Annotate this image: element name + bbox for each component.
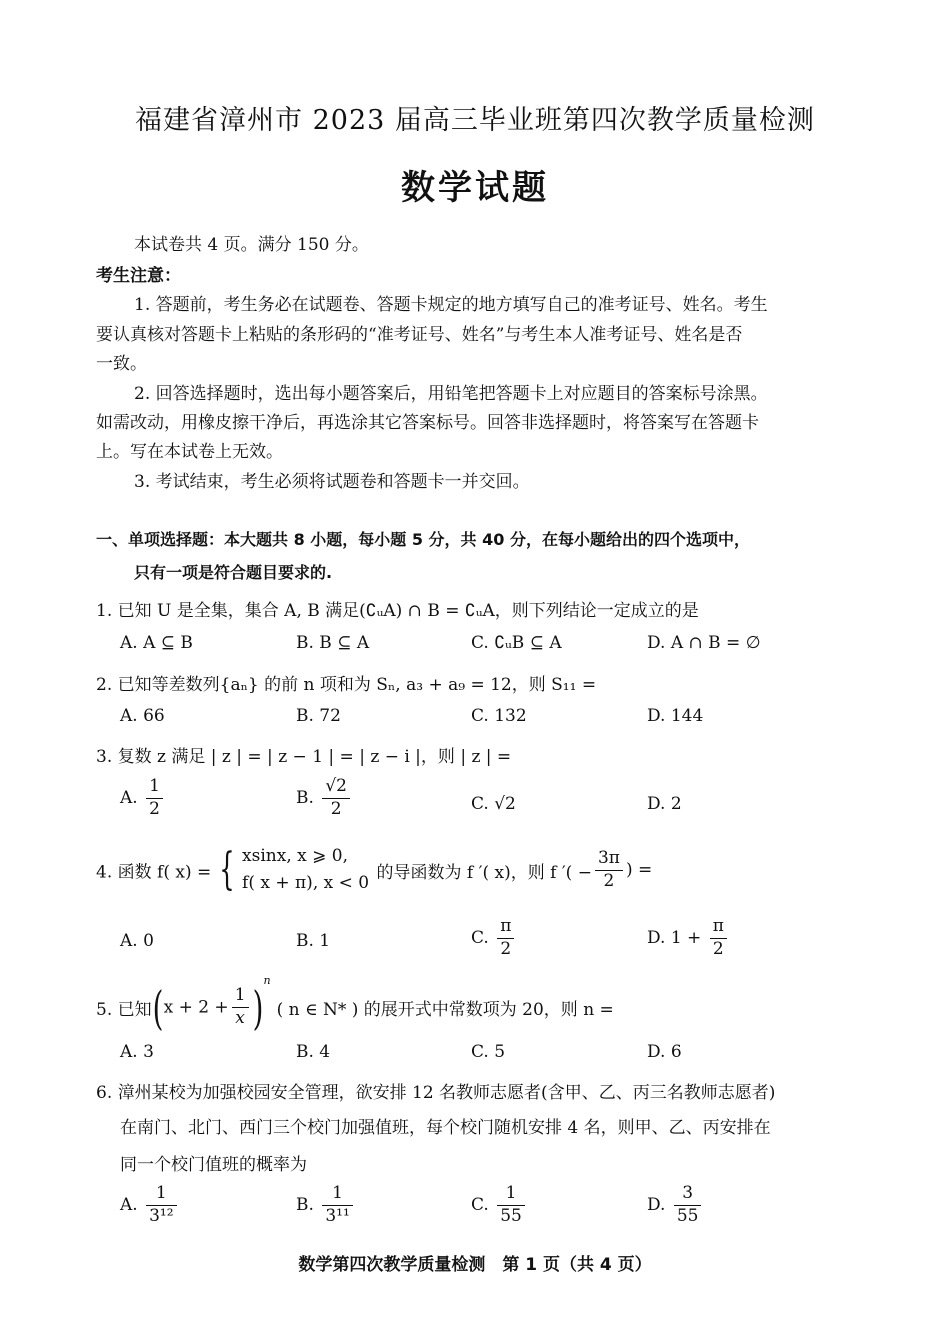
q6-option-b-label: B. bbox=[296, 1194, 314, 1215]
q6-option-a-fraction: $\frac{1}{\text{3¹²}}$ bbox=[146, 1185, 176, 1226]
q1-option-d: D. A ∩ B = ∅ bbox=[647, 633, 761, 653]
q6-option-c bbox=[471, 1185, 528, 1226]
q3-option-a-label: A. bbox=[120, 787, 138, 808]
q4-option-c-fraction: $\frac{\pi}{2}$ bbox=[497, 918, 514, 959]
notice-item2-line1: 2. 回答选择题时，选出每小题答案后，用铅笔把答题卡上对应题目的答案标号涂黑。 bbox=[134, 384, 768, 404]
q1-option-b: B. B ⊆ A bbox=[296, 633, 370, 653]
q5-inner: x + 2 + bbox=[163, 997, 229, 1018]
q3-option-b-fraction: $\frac{√2}{2}$ bbox=[322, 778, 350, 819]
q4-stem bbox=[96, 843, 652, 897]
q5-prefix: 5. 已知 bbox=[96, 1000, 152, 1020]
q5-suffix: ( n ∈ N* ) 的展开式中常数项为 20，则 n = bbox=[276, 1000, 614, 1020]
q5-option-c: C. 5 bbox=[471, 1042, 506, 1062]
q3-option-a-fraction: $\frac{1}{2}$ bbox=[146, 778, 163, 819]
notice-item1-line1: 1. 答题前，考生务必在试题卷、答题卡规定的地方填写自己的准考证号、姓名。考生 bbox=[134, 295, 768, 315]
q6-stem-line3: 同一个校门值班的概率为 bbox=[120, 1155, 307, 1175]
q6-option-c-fraction: $\frac{1}{55}$ bbox=[497, 1185, 525, 1226]
section1-heading-line2: 只有一项是符合题目要求的. bbox=[134, 563, 333, 582]
page-footer: 数学第四次教学质量检测 第 1 页（共 4 页） bbox=[298, 1255, 652, 1275]
q5-option-a: A. 3 bbox=[120, 1042, 154, 1062]
q5-stem bbox=[96, 974, 614, 1035]
q4-piecewise: xsinx, x ⩾ 0, f( x + π), x < 0 bbox=[242, 846, 370, 894]
q2-option-b: B. 72 bbox=[296, 706, 341, 726]
q4-option-c-label: C. bbox=[471, 927, 489, 948]
q2-option-d: D. 144 bbox=[647, 706, 704, 726]
q6-option-c-label: C. bbox=[471, 1194, 489, 1215]
q6-stem-line1: 6. 漳州某校为加强校园安全管理，欲安排 12 名教师志愿者(含甲、乙、丙三名教师志愿者) bbox=[96, 1083, 776, 1103]
q4-option-b: B. 1 bbox=[296, 931, 331, 951]
notice-intro: 本试卷共 4 页。满分 150 分。 bbox=[134, 235, 369, 255]
q4-option-d-fraction: $\frac{\pi}{2}$ bbox=[710, 918, 727, 959]
notice-item1-line2: 要认真核对答题卡上粘贴的条形码的“准考证号、姓名”与考生本人准考证号、姓名是否 bbox=[96, 325, 743, 345]
q3-stem: 3. 复数 z 满足 | z | = | z − 1 | = | z − i |，则 | z | = bbox=[96, 747, 512, 767]
q4-option-d bbox=[647, 918, 730, 959]
q5-fraction: $\frac{1}{x}$ bbox=[232, 987, 249, 1028]
q2-option-a: A. 66 bbox=[120, 706, 165, 726]
q5-option-d: D. 6 bbox=[647, 1042, 682, 1062]
q2-option-c: C. 132 bbox=[471, 706, 527, 726]
q3-option-b bbox=[296, 778, 353, 819]
right-paren-icon: ) bbox=[252, 980, 263, 1035]
q6-option-b bbox=[296, 1185, 356, 1226]
q1-stem: 1. 已知 U 是全集，集合 A, B 满足(∁ᵤA) ∩ B = ∁ᵤA，则下列结论一定成立的是 bbox=[96, 601, 699, 621]
notice-item2-line3: 上。写在本试卷上无效。 bbox=[96, 442, 283, 462]
notice-heading: 考生注意： bbox=[96, 266, 181, 286]
q3-option-c: C. √2 bbox=[471, 794, 516, 814]
q4-suffix: ) = bbox=[625, 860, 653, 881]
q1-option-c: C. ∁ᵤB ⊆ A bbox=[471, 633, 562, 653]
notice-item1-line3: 一致。 bbox=[96, 354, 147, 374]
q4-option-d-label: D. 1 + bbox=[647, 927, 702, 948]
q6-option-d-fraction: $\frac{3}{55}$ bbox=[674, 1185, 702, 1226]
q3-option-a bbox=[120, 778, 166, 819]
q4-prefix: 4. 函数 f( x) = bbox=[96, 862, 212, 883]
exam-subtitle: 数学试题 bbox=[401, 168, 549, 208]
q1-option-a: A. A ⊆ B bbox=[120, 633, 193, 653]
q6-option-d bbox=[647, 1185, 704, 1226]
exam-title: 福建省漳州市 2023 届高三毕业班第四次教学质量检测 bbox=[135, 105, 815, 136]
q4-option-c bbox=[471, 918, 517, 959]
left-brace-icon: { bbox=[218, 844, 235, 896]
q5-option-b: B. 4 bbox=[296, 1042, 331, 1062]
q6-stem-line2: 在南门、北门、西门三个校门加强值班，每个校门随机安排 4 名，则甲、乙、丙安排在 bbox=[120, 1118, 771, 1138]
q4-middle: 的导函数为 f ′( x)，则 f ′( − bbox=[376, 862, 592, 883]
q6-option-a bbox=[120, 1185, 180, 1226]
notice-item2-line2: 如需改动，用橡皮擦干净后，再选涂其它答案标号。回答非选择题时，将答案写在答题卡 bbox=[96, 413, 759, 433]
q4-option-a: A. 0 bbox=[120, 931, 154, 951]
notice-item3: 3. 考试结束，考生必须将试题卷和答题卡一并交回。 bbox=[134, 472, 530, 492]
q3-option-d: D. 2 bbox=[647, 794, 682, 814]
q6-option-d-label: D. bbox=[647, 1194, 666, 1215]
q6-option-a-label: A. bbox=[120, 1194, 138, 1215]
section1-heading-line1: 一、单项选择题：本大题共 8 小题，每小题 5 分，共 40 分，在每小题给出的四个选项中， bbox=[96, 530, 750, 549]
q3-option-b-label: B. bbox=[296, 787, 314, 808]
q2-stem: 2. 已知等差数列{aₙ} 的前 n 项和为 Sₙ, a₃ + a₉ = 12，则 S₁₁ = bbox=[96, 675, 597, 695]
q5-exponent: n bbox=[263, 974, 271, 987]
left-paren-icon: ( bbox=[152, 980, 163, 1035]
q4-fraction: $\frac{3\pi}{2}$ bbox=[595, 850, 623, 891]
q6-option-b-fraction: $\frac{1}{\text{3¹¹}}$ bbox=[322, 1185, 352, 1226]
